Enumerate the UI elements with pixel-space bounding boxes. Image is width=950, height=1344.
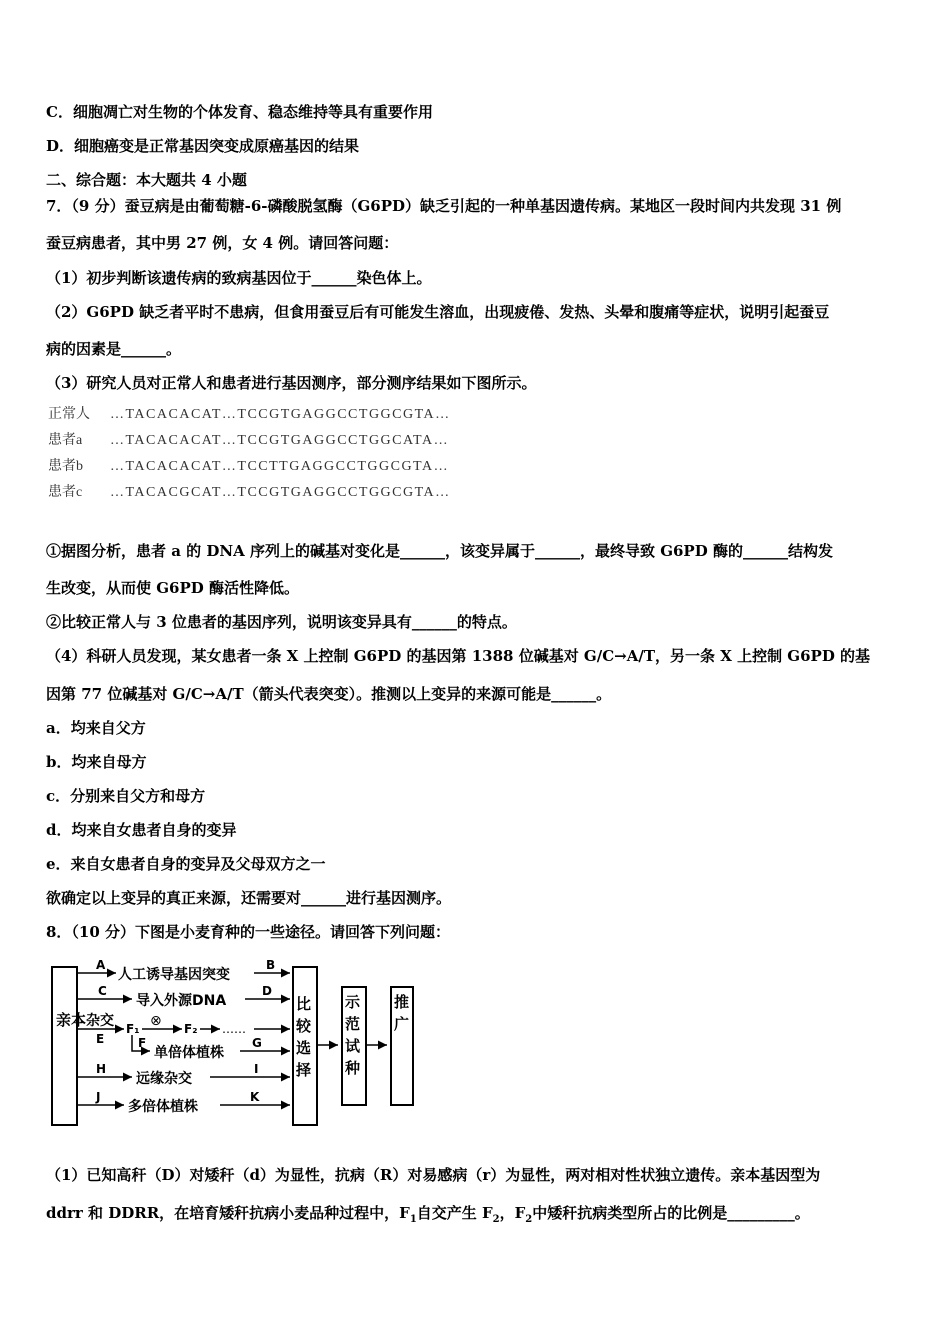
choice-d: d．均来自女患者自身的变异 [46, 821, 237, 839]
row3-label: 杂交 [86, 1013, 114, 1029]
sequence-value: …TACACACAT…TCCGTGAGGCCTGGCGTA… [110, 407, 451, 422]
f2-label: F₂ [184, 1022, 198, 1036]
label-h: H [96, 1062, 107, 1076]
question-7-line2: 蚕豆病患者，其中男 27 例，女 4 例。请回答问题： [46, 234, 399, 252]
parent-box [52, 967, 77, 1125]
sequence-value: …TACACACAT…TCCTTGAGGCCTGGCGTA… [110, 459, 450, 474]
text-segment: 自交产生 F [416, 1204, 493, 1222]
choice-a: a．均来自父方 [46, 719, 146, 737]
sequence-row [48, 484, 451, 502]
section-heading: 二、综合题：本大题共 4 小题 [46, 171, 247, 189]
question-7-part1: （1）初步判断该遗传病的致病基因位于______染色体上。 [46, 269, 432, 287]
question-7-line1: 7．（9 分）蚕豆病是由葡萄糖-6-磷酸脱氢酶（G6PD）缺乏引起的一种单基因遗传病。某地区一段时间内共发现 31 例 [46, 197, 842, 215]
question-7-end: 欲确定以上变异的真正来源，还需要对______进行基因测序。 [46, 889, 452, 907]
sequence-row [48, 458, 449, 476]
label-a: A [96, 958, 106, 972]
parent-label-1: 亲本 [56, 1011, 87, 1029]
f1-label: F₁ [126, 1022, 140, 1036]
promote-label: 推广 [394, 993, 410, 1033]
label-f: F [138, 1036, 147, 1050]
sequence-label: 患者b [48, 459, 83, 474]
question-7-sub1-line2: 生改变，从而使 G6PD 酶活性降低。 [46, 579, 299, 597]
sequence-row [48, 406, 451, 424]
compare-label: 比较选择 [296, 995, 312, 1079]
question-7-part3: （3）研究人员对正常人和患者进行基因测序，部分测序结果如下图所示。 [46, 374, 537, 392]
sequence-label: 正常人 [48, 407, 90, 422]
sequence-label: 患者c [48, 485, 83, 500]
question-8-part1-line1: （1）已知高秆（D）对矮秆（d）为显性，抗病（R）对易感病（r）为显性，两对相对性状独立遗传。亲本基因型为 [46, 1166, 821, 1184]
choice-b: b．均来自母方 [46, 753, 147, 771]
choice-e: e．来自女患者自身的变异及父母双方之一 [46, 855, 326, 873]
label-g: G [252, 1036, 262, 1050]
subscript: 1 [409, 1214, 417, 1225]
label-c: C [98, 984, 107, 998]
label-b: B [266, 958, 276, 972]
label-j: J [96, 1090, 101, 1104]
question-7-part2-line1: （2）G6PD 缺乏者平时不患病，但食用蚕豆后有可能发生溶血，出现疲倦、发热、头晕和腹痛等症状，说明引起蚕豆 [46, 303, 830, 321]
question-7-part4-line1: （4）科研人员发现，某女患者一条 X 上控制 G6PD 的基因第 1388 位碱基对 G/C→A/T，另一条 X 上控制 G6PD 的基 [46, 647, 871, 665]
question-7-sub1-line1: ①据图分析，患者 a 的 DNA 序列上的碱基对变化是______，该变异属于______，最终导致 G6PD 酶的______结构发 [46, 542, 833, 560]
option-c: C．细胞凋亡对生物的个体发育、稳态维持等具有重要作用 [46, 103, 433, 121]
label-i: I [254, 1062, 259, 1076]
row5-label: 远缘杂交 [136, 1071, 192, 1087]
breeding-diagram [40, 955, 430, 1135]
subscript: 2 [492, 1214, 500, 1225]
sequence-label: 患者a [48, 433, 83, 448]
row4-label: 单倍体植株 [154, 1045, 224, 1061]
row6-label: 多倍体植株 [128, 1099, 198, 1115]
label-e: E [96, 1032, 105, 1046]
question-8-heading: 8．（10 分）下图是小麦育种的一些途径。请回答下列问题： [46, 923, 451, 941]
demo-label: 示范试种 [345, 993, 361, 1077]
sequence-row [48, 432, 449, 450]
row2-label: 导入外源DNA [136, 993, 227, 1009]
row1-label: 人工诱导基因突变 [118, 967, 230, 983]
question-7-part4-line2: 因第 77 位碱基对 G/C→A/T（箭头代表突变）。推测以上变异的来源可能是______。 [46, 685, 612, 703]
text-segment: ，F [499, 1204, 526, 1222]
question-8-part1-line2 [46, 1203, 810, 1230]
question-7-sub2: ②比较正常人与 3 位患者的基因序列，说明该变异具有______的特点。 [46, 613, 517, 631]
text-segment: 中矮秆抗病类型所占的比例是_________。 [532, 1204, 810, 1222]
selfing-symbol: ⊗ [150, 1013, 162, 1029]
text-segment: ddrr 和 DDRR，在培育矮秆抗病小麦品种过程中，F [46, 1204, 410, 1222]
question-7-part2-line2: 病的因素是______。 [46, 340, 182, 358]
ellipsis: …… [222, 1022, 246, 1036]
label-k: K [250, 1090, 260, 1104]
choice-c: c．分别来自父方和母方 [46, 787, 206, 805]
option-d: D．细胞癌变是正常基因突变成原癌基因的结果 [46, 137, 360, 155]
sequence-value: …TACACGCAT…TCCGTGAGGCCTGGCGTA… [110, 485, 451, 500]
label-d: D [262, 984, 272, 998]
subscript: 2 [525, 1214, 533, 1225]
sequence-value: …TACACACAT…TCCGTGAGGCCTGGCATA… [110, 433, 450, 448]
